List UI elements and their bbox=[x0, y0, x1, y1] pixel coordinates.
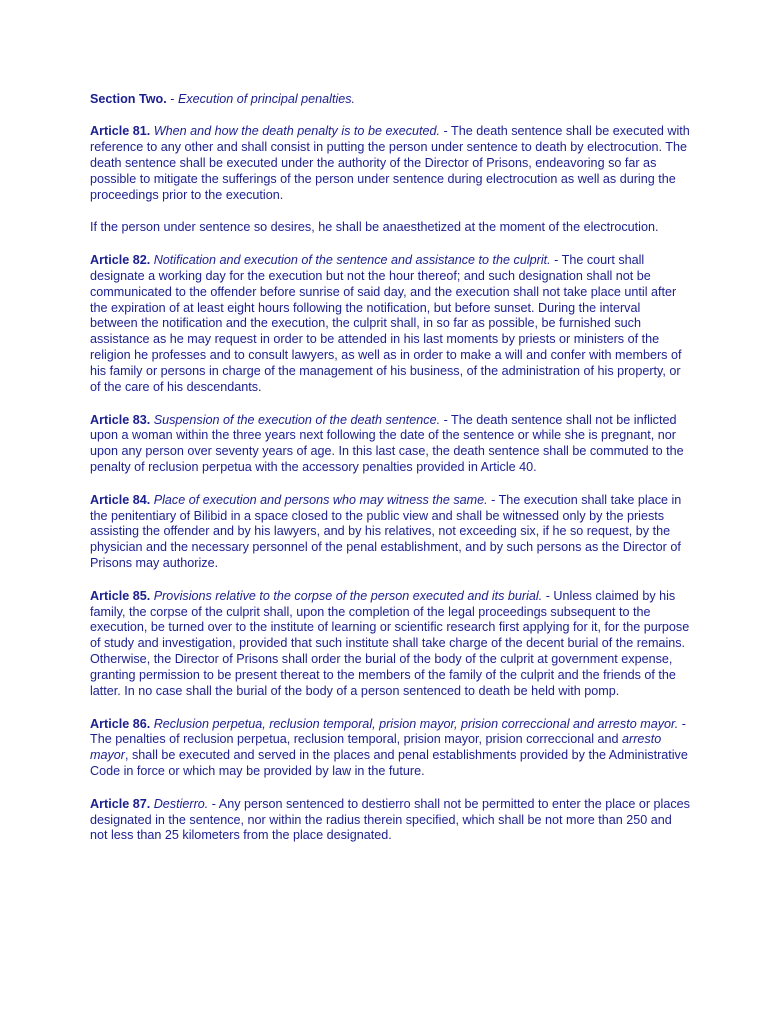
article-82-number: Article 82. bbox=[90, 252, 151, 267]
article-83-paragraph bbox=[90, 413, 690, 477]
article-87-heading: Destierro. bbox=[153, 796, 209, 811]
article-86-paragraph bbox=[90, 717, 690, 781]
article-87-number: Article 87. bbox=[90, 796, 151, 811]
article-85-heading: Provisions relative to the corpse of the person executed and its burial. bbox=[153, 588, 543, 603]
article-81-paragraph bbox=[90, 124, 690, 204]
article-81-extra-paragraph: If the person under sentence so desires, he shall be anaesthetized at the moment of the electrocution. bbox=[90, 220, 659, 235]
article-81-number: Article 81. bbox=[90, 124, 151, 139]
article-81-body: - The death sentence shall be executed with reference to any other and shall consist in putting the person under sentence to death by electrocution. The death sentence shall be executed under the authority of the Director of Prisons, endeavoring so far as possible to mitigate the sufferings of the person under sentence during electrocution as well as during the proceedings prior to the execution. bbox=[90, 124, 690, 203]
article-84-body: - The execution shall take place in the penitentiary of Bilibid in a space closed to the public view and shall be witnessed only by the priests assisting the offender and by his lawyers, and by his relatives, not exceeding six, if he so request, by the physician and the necessary personnel of the penal establishment, and by such persons as the Director of Prisons may authorize. bbox=[90, 492, 682, 571]
article-83-heading: Suspension of the execution of the death sentence. bbox=[153, 412, 441, 427]
article-83-body: - The death sentence shall not be inflicted upon a woman within the three years next following the date of the sentence or while she is pregnant, nor upon any person over seventy years of age. In this last case, the death sentence shall be commuted to the penalty of reclusion perpetua with the accessory penalties provided in Article 40. bbox=[90, 412, 684, 475]
article-84-number: Article 84. bbox=[90, 492, 151, 507]
article-85-body: - Unless claimed by his family, the corpse of the culprit shall, upon the completion of the legal proceedings subsequent to the execution, be turned over to the institute of learning or scientific research first applying for it, for the purpose of study and investigation, provided that such institute shall take charge of the decent burial of the remains. Otherwise, the Director of Prisons shall order the burial of the body of the culprit at government expense, granting permission to be present thereat to the members of the family of the culprit and the friends of the latter. In no case shall the burial of the body of a person sentenced to death be held with pomp. bbox=[90, 588, 690, 699]
article-86-body-part1: - The penalties of reclusion perpetua, reclusion temporal, prision mayor, prision correccional and bbox=[90, 716, 686, 747]
article-85-number: Article 85. bbox=[90, 588, 151, 603]
article-86-body-part2: , shall be executed and served in the places and penal establishments provided by the Administrative Code in force or which may be provided by law in the future. bbox=[90, 748, 688, 779]
article-86-heading: Reclusion perpetua, reclusion temporal, prision mayor, prision correccional and arresto mayor. bbox=[153, 716, 679, 731]
article-82-heading: Notification and execution of the sentence and assistance to the culprit. bbox=[153, 252, 551, 267]
article-84-heading: Place of execution and persons who may witness the same. bbox=[153, 492, 488, 507]
article-86-number: Article 86. bbox=[90, 716, 151, 731]
article-81-heading: When and how the death penalty is to be executed. bbox=[153, 124, 441, 139]
article-82-body: - The court shall designate a working day for the execution but not the hour thereof; and such designation shall not be communicated to the offender before sunrise of said day, and the execution shall not take place until after the expiration of at least eight hours following the notification, but before sunset. During the interval between the notification and the execution, the culprit shall, in so far as possible, be furnished such assistance as he may request in order to be attended in his last moments by priests or ministers of the religion he professes and to consult lawyers, as well as in order to make a will and confer with members of his family or persons in charge of the management of his business, of the administration of his property, or of the care of his descendants. bbox=[90, 252, 682, 395]
article-85-paragraph bbox=[90, 589, 690, 700]
article-87-body: - Any person sentenced to destierro shall not be permitted to enter the place or places designated in the sentence, nor within the radius therein specified, which shall be not more than 250 and not less than 25 kilometers from the place designated. bbox=[90, 796, 690, 843]
article-86-body-italic: arresto mayor bbox=[90, 732, 662, 763]
section-heading bbox=[90, 92, 690, 108]
section-separator: - bbox=[166, 92, 178, 106]
article-84-paragraph bbox=[90, 493, 690, 573]
article-82-paragraph bbox=[90, 253, 690, 396]
section-title: Execution of principal penalties. bbox=[177, 92, 356, 106]
article-87-paragraph bbox=[90, 797, 690, 845]
article-83-number: Article 83. bbox=[90, 412, 151, 427]
section-label: Section Two. bbox=[90, 92, 167, 106]
document-page bbox=[90, 92, 690, 861]
